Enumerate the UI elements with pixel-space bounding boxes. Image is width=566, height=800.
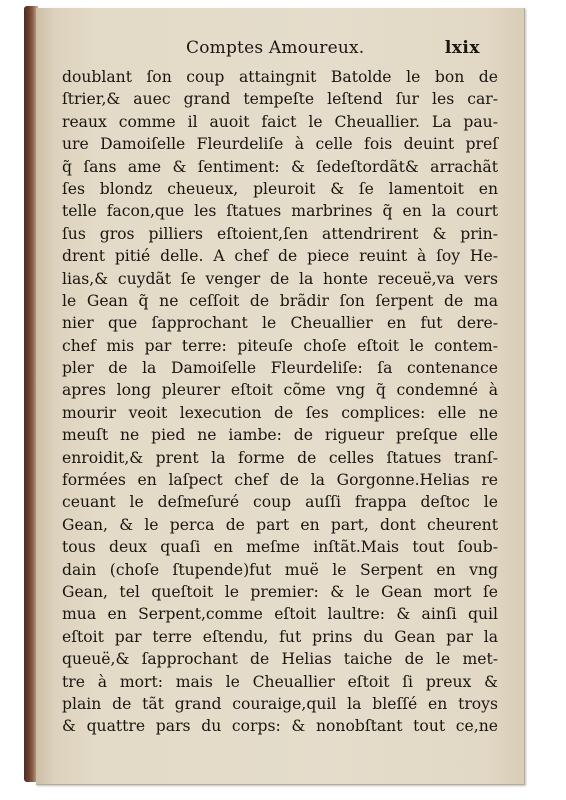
text-line: Gean, tel queſtoit le premier: & le Gean mort ſe: [62, 582, 498, 601]
text-line: ceuant le deſmeſuré coup auſſi frappa deſtoc le: [62, 493, 498, 512]
folio-number: lxix: [444, 38, 480, 58]
text-line: & quattre pars du corps: & nonobſtant tout ce,ne: [62, 717, 498, 736]
text-line: ure Damoiſelle Fleurdeliſe à celle fois deuint preſ: [62, 135, 498, 154]
text-line: Gean, & le perca de part en part, dont cheurent: [62, 515, 498, 534]
text-line: ſes blondz cheueux, pleuroit & ſe lamentoit en: [62, 179, 498, 198]
text-line: apres long pleurer eſtoit cõme vng q̃ condemné à: [62, 381, 498, 400]
text-line: plain de tãt grand couraige,quil la bleſſé en troys: [62, 694, 498, 713]
text-line: drent pitié delle. A chef de piece reuint à ſoy He-: [62, 247, 498, 266]
text-line: lias,& cuydãt ſe venger de la honte receuë,va vers: [62, 269, 498, 288]
text-line: q̃ ſans ame & ſentiment: & ſedeſtordãt& arrachãt: [62, 157, 498, 176]
text-line: doublant ſon coup attaingnit Batolde le bon de: [62, 68, 498, 86]
text-line: reaux comme il auoit faict le Cheuallier. La pau-: [62, 112, 498, 131]
text-line: le Gean q̃ ne ceſſoit de brãdir ſon ſerpent de ma: [62, 291, 498, 310]
text-line: tous deux quaſi en meſme inſtãt.Mais tout ſoub-: [62, 538, 498, 557]
text-line: formées en laſpect chef de la Gorgonne.Helias re: [62, 471, 498, 490]
running-head: [36, 38, 524, 60]
text-line: tre à mort: mais le Cheuallier eſtoit ſi preux &: [62, 672, 498, 691]
text-line: telle facon,que les ſtatues marbrines q̃ en la court: [62, 202, 498, 221]
text-line: pler de la Damoiſelle Fleurdeliſe: ſa contenance: [62, 359, 498, 378]
text-line: ſtrier,& auec grand tempeſte leſtend ſur les car-: [62, 90, 498, 109]
text-line: mua en Serpent,comme eſtoit laultre: & ainſi quil: [62, 605, 498, 624]
text-line: mourir veoit lexecution de ſes complices: elle ne: [62, 403, 498, 422]
text-line: nier que ſapprochant le Cheuallier en fut dere-: [62, 314, 498, 333]
text-line: dain (choſe ſtupende)fut muë le Serpent en vng: [62, 560, 498, 579]
text-line: eſtoit par terre eſtendu, fut prins du Gean par la: [62, 627, 498, 646]
text-line: chef mis par terre: piteuſe choſe eſtoit le contem-: [62, 336, 498, 355]
text-line: enroidit,& prent la forme de celles ſtatues tranſ-: [62, 448, 498, 467]
text-line: ſus gros pilliers eſtoient,ſen attendrirent & prin-: [62, 224, 498, 243]
body-text: [62, 66, 498, 738]
text-line: meuſt ne pied ne iambe: de rigueur preſque elle: [62, 426, 498, 445]
book-page: [36, 8, 525, 785]
text-line: queuë,& ſapprochant de Helias taiche de le met-: [62, 650, 498, 669]
running-title: Comptes Amoureux.: [186, 38, 365, 58]
